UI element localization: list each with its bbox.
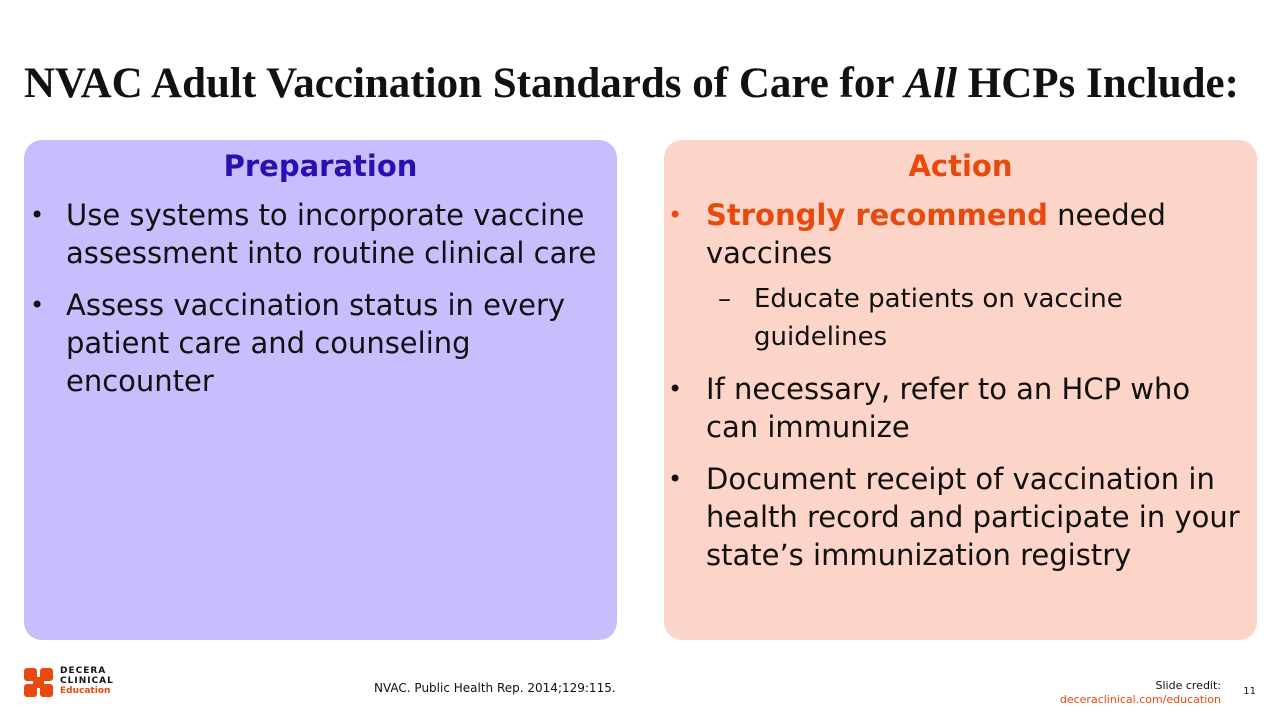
decera-logo xyxy=(24,666,134,698)
preparation-bullet-text: Assess vaccination status in every patient care and counseling encounter xyxy=(66,288,566,398)
page-number: 11 xyxy=(1243,686,1256,697)
logo-line-2: CLINICAL xyxy=(60,676,114,686)
action-bullet-text: Document receipt of vaccination in health record and participate in your state’s immunization registry xyxy=(706,462,1240,572)
bullet-dot: • xyxy=(668,375,683,403)
action-bullet xyxy=(664,196,1257,272)
title-part-2: HCPs Include: xyxy=(957,60,1239,107)
bullet-dot: • xyxy=(668,201,683,229)
logo-wordmark xyxy=(60,666,114,696)
action-sub-bullet-text: Educate patients on vaccine guidelines xyxy=(754,284,1123,352)
slide-title xyxy=(24,58,1264,110)
decera-logo-icon xyxy=(24,668,53,697)
preparation-bullet xyxy=(24,286,617,400)
logo-line-3: Education xyxy=(60,686,111,696)
preparation-bullet xyxy=(24,196,617,272)
action-bullet xyxy=(664,370,1257,446)
sub-bullet-dash: – xyxy=(718,284,731,314)
action-sub-bullet xyxy=(664,280,1257,356)
slide-credit-label: Slide credit: xyxy=(1155,679,1221,692)
action-bullet-list xyxy=(664,196,1257,588)
action-heading: Action xyxy=(908,149,1013,183)
bullet-dot: • xyxy=(30,201,45,229)
slide-credit-link[interactable]: deceraclinical.com/education xyxy=(1059,693,1221,706)
bullet-dot: • xyxy=(668,465,683,493)
preparation-panel xyxy=(24,140,617,640)
preparation-heading: Preparation xyxy=(223,149,418,183)
action-panel xyxy=(664,140,1257,640)
logo-line-1: DECERA xyxy=(60,666,107,676)
preparation-bullet-list xyxy=(24,196,617,414)
title-emphasis: All xyxy=(904,60,958,107)
title-part-1: NVAC Adult Vaccination Standards of Care for xyxy=(24,60,905,107)
preparation-bullet-text: Use systems to incorporate vaccine assessment into routine clinical care xyxy=(66,198,597,270)
bullet-dot: • xyxy=(30,291,45,319)
action-bullet-text: needed vaccines xyxy=(706,198,1166,270)
citation: NVAC. Public Health Rep. 2014;129:115. xyxy=(374,681,616,695)
action-bullet xyxy=(664,460,1257,574)
action-bullet-text: If necessary, refer to an HCP who can immunize xyxy=(706,372,1191,444)
action-bullet-highlight: Strongly recommend xyxy=(706,198,1048,232)
slide-credit xyxy=(1060,679,1221,707)
